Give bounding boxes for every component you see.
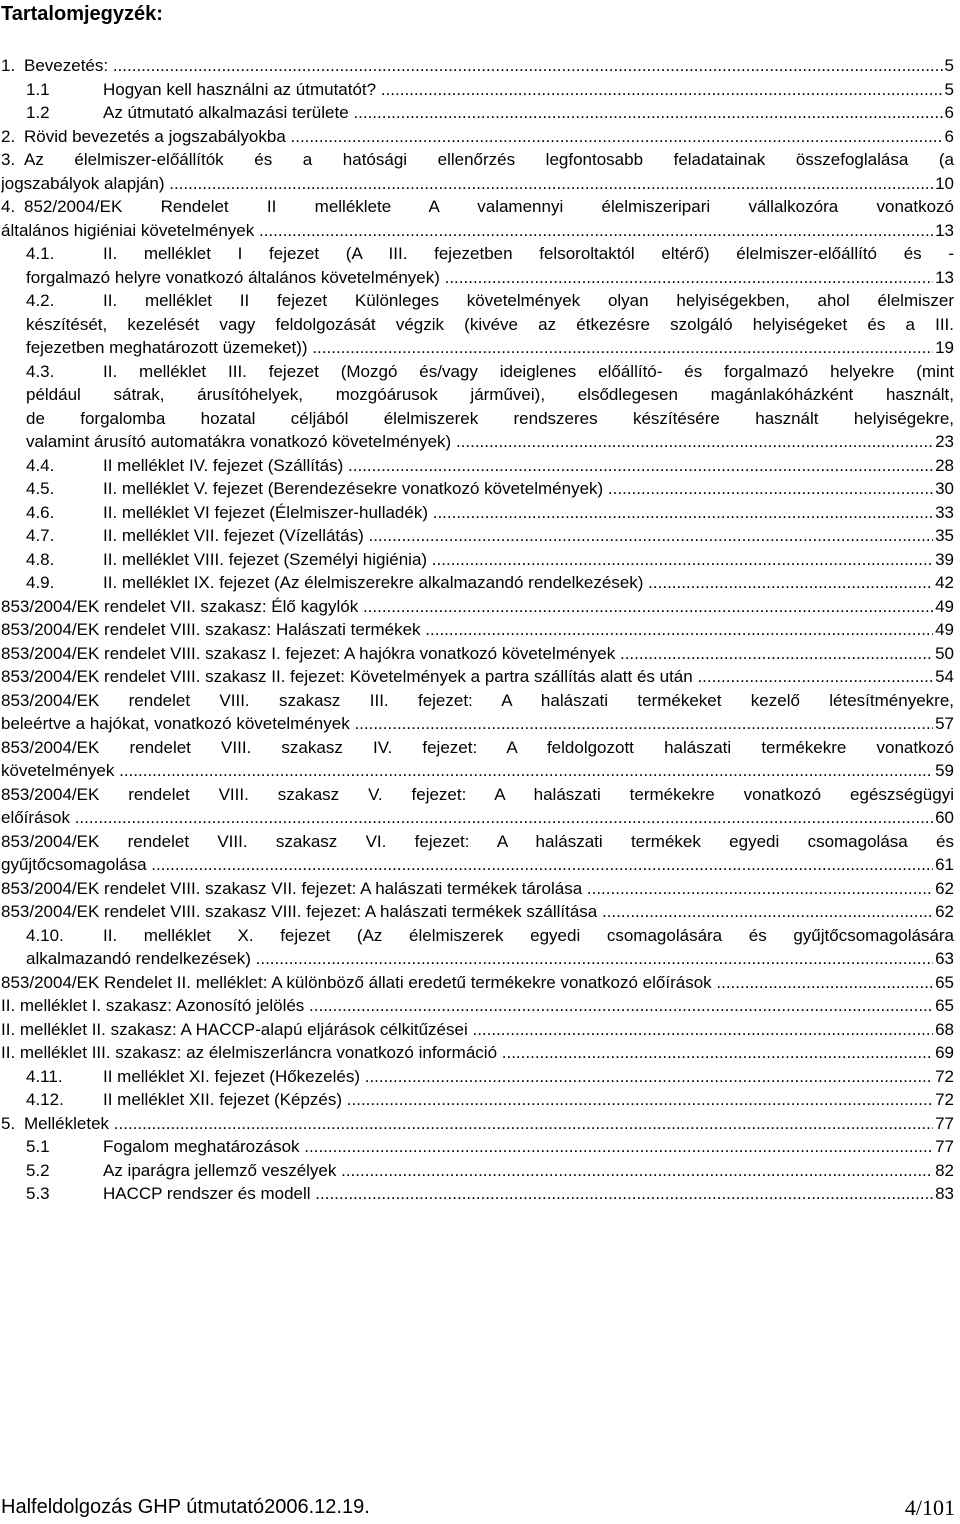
toc-entry[interactable]: [1, 1159, 954, 1183]
toc-entry-number: 1.1: [26, 79, 50, 99]
toc-entry-leader-line: [1, 1135, 954, 1159]
toc-entry-page-number: 72: [933, 1088, 954, 1112]
toc-entry-number: 3.: [1, 150, 16, 169]
toc-entry-text-line: 853/2004/EK rendelet VIII. szakasz III. fejezet: A halászati termékeket kezelő létesítményekre,: [1, 690, 954, 710]
toc-entry-title: 853/2004/EK Rendelet II. melléklet: A különböző állati eredetű termékekre vonatkozó előírások: [1, 972, 712, 992]
toc-entry-page-number: 77: [933, 1112, 954, 1136]
toc-entry[interactable]: [1, 548, 954, 572]
toc-entry[interactable]: [1, 501, 954, 525]
toc-entry-leader-line: [1, 1112, 954, 1136]
toc-entry-leader-line: [1, 595, 954, 619]
toc-entry-number: 4.11.: [26, 1066, 63, 1086]
toc-entry[interactable]: [1, 571, 954, 595]
toc-entry-number: 1.2: [26, 103, 50, 122]
toc-entry[interactable]: [1, 289, 954, 360]
toc-entry-text: II. melléklet X. fejezet (Az élelmiszerek egyedi csomagolására és gyűjtőcsomagolására: [103, 925, 954, 945]
toc-entry-leader-line: [1, 54, 954, 78]
toc-entry-number: 4.: [1, 197, 16, 216]
toc-entry-title: II. melléklet III. szakasz: az élelmiszerláncra vonatkozó információ: [1, 1043, 498, 1062]
toc-entry-leader-line: [1, 1182, 954, 1206]
toc-entry-number: 4.8.: [26, 549, 55, 569]
toc-entry-text-line: 853/2004/EK rendelet VIII. szakasz IV. fejezet: A feldolgozott halászati termékekre vonatkozó: [1, 737, 954, 757]
toc-entry-title: 853/2004/EK rendelet VIII. szakasz I. fejezet: A hajókra vonatkozó követelmények: [1, 643, 616, 663]
toc-entry-number: 4.2.: [26, 291, 55, 310]
toc-entry[interactable]: [1, 1018, 954, 1042]
toc-entry-leader-line: [1, 477, 954, 501]
toc-entry-leader-line: [1, 877, 954, 901]
toc-heading: Tartalomjegyzék:: [1, 3, 163, 25]
toc-entry-leader-line: [1, 219, 954, 243]
toc-entry-leader-line: [1, 1088, 954, 1112]
toc-entry[interactable]: [1, 101, 954, 125]
toc-entry-number: 1.: [1, 56, 16, 75]
toc-entry-page-number: 28: [933, 454, 954, 478]
toc-entry[interactable]: [1, 1041, 954, 1065]
toc-entry-title: valamint árusító automatákra vonatkozó követelmények): [26, 432, 452, 451]
toc-entry[interactable]: [1, 665, 954, 689]
toc-entry-leader-line: [1, 712, 954, 736]
toc-entry[interactable]: [1, 900, 954, 924]
toc-entry-number: 4.3.: [26, 361, 55, 381]
toc-entry-leader-line: [1, 430, 954, 454]
toc-entry-text-line: [1, 289, 954, 313]
toc-entry-page-number: 72: [933, 1065, 954, 1089]
toc-entry-page-number: 49: [933, 595, 954, 619]
toc-entry-text: II. melléklet III. fejezet (Mozgó és/vagy ideiglenes előállító- és forgalmazó helyekre (mint: [103, 361, 954, 381]
toc-entry-number: 2.: [1, 126, 16, 146]
toc-entry[interactable]: [1, 360, 954, 454]
toc-entry[interactable]: [1, 1182, 954, 1206]
toc-entry-title: forgalmazó helyre vonatkozó általános követelmények): [26, 267, 440, 287]
toc-entry-leader-line: [1, 994, 954, 1018]
toc-entry-title: HACCP rendszer és modell: [103, 1184, 311, 1203]
toc-entry-leader-line: [1, 336, 954, 360]
toc-entry-text-line: [1, 195, 954, 219]
toc-entry[interactable]: [1, 642, 954, 666]
toc-entry-page-number: 49: [933, 618, 954, 642]
toc-entry-title: II. melléklet V. fejezet (Berendezésekre vonatkozó követelmények): [103, 479, 604, 498]
toc-entry-page-number: 23: [933, 430, 954, 454]
toc-entry[interactable]: [1, 1065, 954, 1089]
toc-entry-text: 852/2004/EK Rendelet II melléklete A valamennyi élelmiszeripari vállalkozóra vonatkozó: [24, 197, 954, 216]
toc-entry-leader-line: [1, 101, 954, 125]
toc-entry-leader-line: [1, 524, 954, 548]
toc-entry[interactable]: [1, 524, 954, 548]
toc-entry[interactable]: [1, 125, 954, 149]
toc-entry-title: Az útmutató alkalmazási területe: [103, 103, 349, 122]
toc-entry[interactable]: [1, 54, 954, 78]
toc-entry-title: előírások: [1, 808, 70, 827]
toc-entry-title: II. melléklet II. szakasz: A HACCP-alapú eljárások célkitűzései: [1, 1019, 468, 1039]
toc-entry-leader-line: [1, 947, 954, 971]
toc-entry[interactable]: [1, 783, 954, 830]
toc-entry-page-number: 63: [933, 947, 954, 971]
toc-entry-text-line: [1, 360, 954, 384]
toc-entry[interactable]: [1, 618, 954, 642]
toc-entry-title: II. melléklet VI fejezet (Élelmiszer-hulladék): [103, 502, 429, 522]
toc-entry-text-line: például sátrak, árusítóhelyek, mozgóárusok járművei), elsődlegesen magánlakóházként használt,: [26, 385, 954, 404]
toc-entry-number: 4.7.: [26, 526, 55, 545]
toc-entry-title: II melléklet IV. fejezet (Szállítás): [103, 455, 344, 475]
toc-entry[interactable]: [1, 971, 954, 995]
toc-entry-leader-line: [1, 501, 954, 525]
toc-entry-leader-line: [1, 1018, 954, 1042]
toc-entry-page-number: 54: [933, 665, 954, 689]
toc-entry[interactable]: [1, 78, 954, 102]
toc-entry-title: II melléklet XI. fejezet (Hőkezelés): [103, 1066, 360, 1086]
toc-entry-title: 853/2004/EK rendelet VIII. szakasz: Halászati termékek: [1, 620, 421, 639]
toc-entry-title: II. melléklet I. szakasz: Azonosító jelölés: [1, 996, 305, 1015]
toc-entry[interactable]: [1, 477, 954, 501]
toc-entry-page-number: 62: [933, 877, 954, 901]
toc-entry[interactable]: [1, 994, 954, 1018]
toc-entry-page-number: 57: [933, 712, 954, 736]
toc-entry-title: Bevezetés:: [24, 56, 109, 75]
toc-entry-text-line: készítését, kezelését vagy feldolgozását végzik (kivéve az étkezésre szolgáló helyiségeket és a III.: [26, 314, 954, 334]
toc-entry-page-number: 59: [933, 759, 954, 783]
toc-entry-leader-line: [1, 806, 954, 830]
toc-entry-leader-line: [1, 266, 954, 290]
toc-entry-page-number: 62: [933, 900, 954, 924]
toc-entry-page-number: 13: [933, 266, 954, 290]
toc-entry-leader-line: [1, 78, 954, 102]
toc-entry-text-line: de forgalomba hozatal céljából élelmiszerek rendszeres készítésére használt helyiségekre,: [26, 408, 954, 428]
toc-entry-title: fejezetben meghatározott üzemeket)): [26, 338, 308, 357]
toc-entry-title: alkalmazandó rendelkezések): [26, 949, 251, 968]
toc-entry[interactable]: [1, 877, 954, 901]
toc-entry-title: 853/2004/EK rendelet VII. szakasz: Élő kagylók: [1, 596, 359, 616]
toc-entry-title: általános higiéniai követelmények: [1, 220, 255, 240]
toc-entry[interactable]: [1, 595, 954, 619]
toc-entry-number: 5.1: [26, 1137, 50, 1156]
toc-entry[interactable]: [1, 195, 954, 242]
toc-entry-title: II. melléklet VIII. fejezet (Személyi higiénia): [103, 549, 428, 569]
toc-entry[interactable]: [1, 689, 954, 736]
toc-entry-title: jogszabályok alapján): [1, 173, 165, 193]
footer-document-title: Halfeldolgozás GHP útmutató2006.12.19.: [1, 1496, 370, 1518]
toc-entry-title: követelmények: [1, 761, 115, 780]
toc-entry-leader-line: [1, 571, 954, 595]
toc-entry-title: II. melléklet VII. fejezet (Vízellátás): [103, 526, 364, 545]
toc-entry-text-line: 853/2004/EK rendelet VIII. szakasz V. fejezet: A halászati termékekre vonatkozó egészségügyi: [1, 784, 954, 804]
toc-entry-leader-line: [1, 759, 954, 783]
toc-entry-number: 4.5.: [26, 479, 55, 498]
toc-entry-text-line: [1, 148, 954, 172]
toc-entry-title: Fogalom meghatározások: [103, 1137, 300, 1156]
toc-entry-number: 4.6.: [26, 502, 55, 522]
toc-entry-title: Az iparágra jellemző veszélyek: [103, 1160, 337, 1180]
toc-entry-page-number: 6: [943, 101, 954, 125]
toc-entry-page-number: 6: [943, 125, 954, 149]
toc-entry-page-number: 5: [943, 54, 954, 78]
toc-entry-number: 5.3: [26, 1184, 50, 1203]
toc-entry-title: Mellékletek: [24, 1113, 110, 1133]
toc-entry-text-line: [1, 924, 954, 948]
toc-entry-number: 4.10.: [26, 925, 64, 945]
toc-entry-page-number: 35: [933, 524, 954, 548]
toc-entry-leader-line: [1, 853, 954, 877]
toc-entry-title: II melléklet XII. fejezet (Képzés): [103, 1090, 343, 1109]
toc-entry[interactable]: [1, 1088, 954, 1112]
toc-entry-page-number: 19: [933, 336, 954, 360]
toc-entry-page-number: 30: [933, 477, 954, 501]
toc-entry-text-line: 853/2004/EK rendelet VIII. szakasz VI. fejezet: A halászati termékek egyedi csomagolása és: [1, 831, 954, 851]
toc-entry-title: 853/2004/EK rendelet VIII. szakasz VII. fejezet: A halászati termékek tárolása: [1, 878, 583, 898]
toc-entry-title: Rövid bevezetés a jogszabályokba: [24, 126, 286, 146]
toc-entry-leader-line: [1, 454, 954, 478]
toc-entry-page-number: 60: [933, 806, 954, 830]
footer-page-number: 4/101: [904, 1495, 955, 1520]
toc-entry-page-number: 77: [933, 1135, 954, 1159]
toc-entry-title: Hogyan kell használni az útmutatót?: [103, 79, 377, 99]
toc-entry-number: 5.2: [26, 1160, 50, 1180]
toc-entry-page-number: 50: [933, 642, 954, 666]
toc-entry-text-line: [1, 242, 954, 266]
toc-entry[interactable]: [1, 454, 954, 478]
toc-entry-leader-line: [1, 125, 954, 149]
toc-entry-title: gyűjtőcsomagolása: [1, 855, 147, 874]
toc-entry-leader-line: [1, 548, 954, 572]
toc-entry-text: Az élelmiszer-előállítók és a hatósági ellenőrzés legfontosabb feladatainak összefoglalása (a: [24, 150, 954, 169]
toc-entry-page-number: 61: [933, 853, 954, 877]
toc-entry-page-number: 69: [933, 1041, 954, 1065]
toc-entry-page-number: 13: [933, 219, 954, 243]
toc-entry-leader-line: [1, 971, 954, 995]
toc-entry-page-number: 65: [933, 994, 954, 1018]
toc-entry-leader-line: [1, 1159, 954, 1183]
toc-entry-page-number: 33: [933, 501, 954, 525]
toc-entry-number: 4.12.: [26, 1090, 64, 1109]
toc-entry-page-number: 83: [933, 1182, 954, 1206]
toc-entry-page-number: 65: [933, 971, 954, 995]
toc-entry-number: 4.9.: [26, 573, 55, 592]
toc-entry[interactable]: [1, 1135, 954, 1159]
toc-entry-number: 5.: [1, 1113, 16, 1133]
toc-entry-page-number: 42: [933, 571, 954, 595]
toc-entry[interactable]: [1, 1112, 954, 1136]
table-of-contents: [1, 54, 954, 1206]
toc-entry-page-number: 10: [933, 172, 954, 196]
toc-entry-title: 853/2004/EK rendelet VIII. szakasz VIII. fejezet: A halászati termékek szállítása: [1, 902, 598, 921]
toc-entry[interactable]: [1, 736, 954, 783]
toc-entry-leader-line: [1, 1041, 954, 1065]
toc-entry-number: 4.4.: [26, 455, 55, 475]
toc-entry[interactable]: [1, 242, 954, 289]
toc-entry-leader-line: [1, 172, 954, 196]
toc-entry[interactable]: [1, 148, 954, 195]
toc-entry-text: II. melléklet I fejezet (A III. fejezetben felsoroltaktól eltérő) élelmiszer-előállító és -: [103, 244, 954, 263]
toc-entry-title: 853/2004/EK rendelet VIII. szakasz II. fejezet: Követelmények a partra szállítás alatt és után: [1, 667, 693, 686]
toc-entry-number: 4.1.: [26, 244, 55, 263]
toc-entry-page-number: 39: [933, 548, 954, 572]
toc-entry[interactable]: [1, 830, 954, 877]
toc-entry-title: II. melléklet IX. fejezet (Az élelmiszerekre alkalmazandó rendelkezések): [103, 573, 644, 592]
toc-entry[interactable]: [1, 924, 954, 971]
toc-entry-title: beleértve a hajókat, vonatkozó követelmények: [1, 714, 350, 733]
toc-entry-page-number: 5: [943, 78, 954, 102]
toc-entry-page-number: 68: [933, 1018, 954, 1042]
toc-entry-leader-line: [1, 642, 954, 666]
toc-entry-leader-line: [1, 618, 954, 642]
toc-entry-text: II. melléklet II fejezet Különleges követelmények olyan helyiségekben, ahol élelmiszer: [103, 291, 954, 310]
toc-entry-leader-line: [1, 665, 954, 689]
toc-entry-page-number: 82: [933, 1159, 954, 1183]
toc-entry-leader-line: [1, 1065, 954, 1089]
toc-entry-leader-line: [1, 900, 954, 924]
